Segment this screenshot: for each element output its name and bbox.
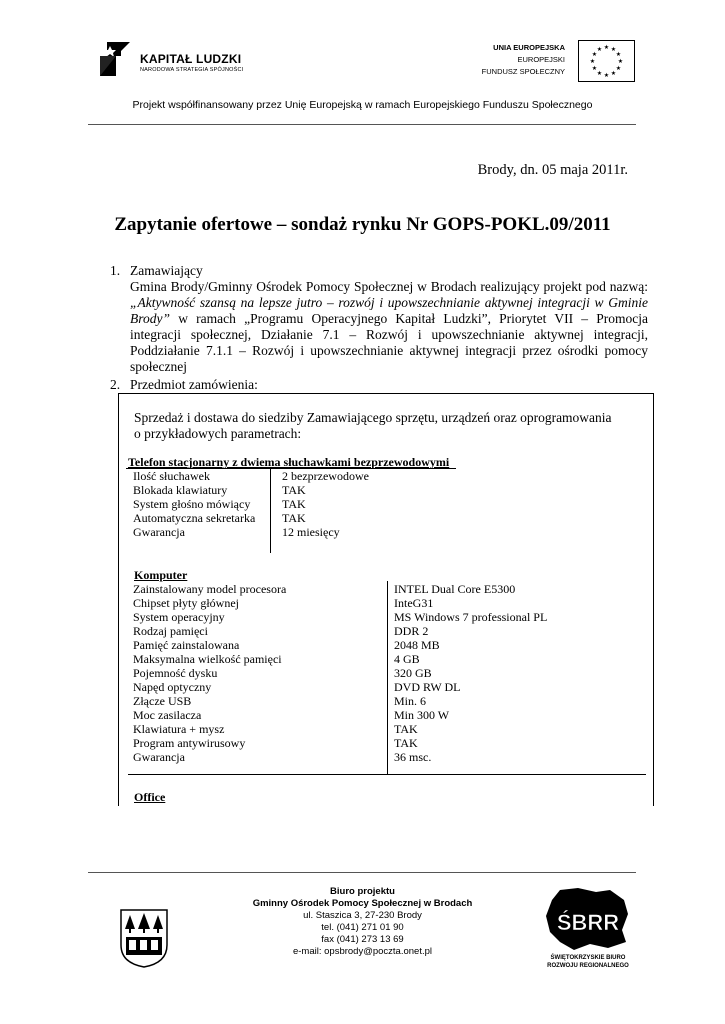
- svg-text:★: ★: [591, 65, 598, 72]
- section1-line4: integracji społecznej, Działanie 7.1 – Rozwój i upowszechnianie aktywnej integracji,: [130, 327, 648, 342]
- order-intro-line2: o przykładowych parametrach:: [134, 426, 302, 441]
- phone-table-divider: [270, 468, 271, 553]
- footer-fax: fax (041) 273 13 69: [321, 934, 404, 945]
- svg-text:★: ★: [617, 58, 624, 65]
- computer-spec-value: MS Windows 7 professional PL: [394, 610, 548, 624]
- svg-text:★: ★: [596, 46, 603, 53]
- svg-text:★: ★: [610, 46, 617, 53]
- phone-spec-value: 2 bezprzewodowe: [282, 469, 369, 483]
- eu-line3: FUNDUSZ SPOŁECZNY: [481, 67, 565, 76]
- section1-body: [130, 279, 648, 375]
- footer-phone: tel. (041) 271 01 90: [321, 922, 404, 933]
- computer-spec-value: DVD RW DL: [394, 680, 461, 694]
- phone-spec-value: TAK: [282, 497, 306, 511]
- sbrr-caption-line1: ŚWIĘTOKRZYSKIE BIURO: [550, 955, 626, 961]
- eu-line1: UNIA EUROPEJSKA: [493, 43, 565, 52]
- computer-spec-value: InteG31: [394, 596, 434, 610]
- computer-spec-label: Moc zasilacza: [133, 708, 202, 722]
- phone-spec-label: Ilość słuchawek: [133, 469, 210, 483]
- phone-spec-value: TAK: [282, 483, 306, 497]
- office-table-title: Office: [134, 790, 166, 804]
- kapital-ludzki-subtitle: NARODOWA STRATEGIA SPÓJNOŚCI: [140, 67, 244, 73]
- section1-line5: Poddziałanie 7.1.1 – Rozwój i upowszechnianie aktywnej integracji przez ośrodki pomocy: [130, 343, 648, 358]
- section1-line1: Gmina Brody/Gminny Ośrodek Pomocy Społecznej w Brodach realizujący projekt pod nazwą:: [130, 279, 648, 294]
- eu-logo: [470, 40, 640, 82]
- svg-text:★: ★: [615, 65, 622, 72]
- phone-spec-value: TAK: [282, 511, 306, 525]
- footer-address: ul. Staszica 3, 27-230 Brody: [303, 910, 422, 921]
- phone-spec-label: Automatyczna sekretarka: [133, 511, 256, 525]
- computer-spec-label: Złącze USB: [133, 694, 192, 708]
- computer-table-title: Komputer: [134, 568, 188, 582]
- sbrr-logo-text: ŚBRR: [556, 910, 620, 935]
- phone-spec-value: 12 miesięcy: [282, 525, 340, 539]
- svg-text:★: ★: [610, 70, 617, 77]
- sbrr-logo: [538, 886, 638, 982]
- computer-table-bottom-rule: [128, 774, 646, 775]
- svg-text:★: ★: [603, 44, 610, 51]
- computer-spec-label: Gwarancja: [133, 750, 185, 764]
- footer-organization: Gminny Ośrodek Pomocy Społecznej w Brodach: [252, 898, 473, 909]
- computer-spec-label: Program antywirusowy: [133, 736, 246, 750]
- computer-spec-value: Min. 6: [394, 694, 427, 708]
- computer-spec-label: Napęd optyczny: [133, 680, 212, 694]
- document-title: Zapytanie ofertowe – sondaż rynku Nr GOPS-POKL.09/2011: [114, 214, 611, 235]
- computer-spec-value: 2048 MB: [394, 638, 440, 652]
- computer-spec-label: Klawiatura + mysz: [133, 722, 225, 736]
- kapital-ludzki-emblem-icon: [98, 40, 136, 80]
- document-date: Brody, dn. 05 maja 2011r.: [477, 162, 628, 178]
- svg-text:★: ★: [615, 51, 622, 58]
- computer-spec-label: Pamięć zainstalowana: [133, 638, 240, 652]
- computer-table-divider: [387, 581, 388, 774]
- sbrr-caption-line2: ROZWOJU REGIONALNEGO: [547, 963, 629, 969]
- computer-spec-label: Chipset płyty głównej: [133, 596, 239, 610]
- phone-table-title: Telefon stacjonarny z dwiema słuchawkami bezprzewodowymi: [128, 455, 450, 469]
- sbrr-caption: [538, 954, 638, 970]
- section1-heading: Zamawiający: [130, 263, 203, 278]
- section2-number: 2.: [110, 377, 121, 392]
- computer-spec-label: Maksymalna wielkość pamięci: [133, 652, 282, 666]
- footer-divider: [88, 872, 636, 873]
- section1-line6: społecznej: [130, 359, 187, 374]
- cofinancing-note: Projekt współfinansowany przez Unię Europejską w ramach Europejskiego Funduszu Społecznego: [132, 99, 593, 111]
- svg-text:★: ★: [589, 58, 596, 65]
- svg-text:★: ★: [596, 70, 603, 77]
- computer-spec-label: Pojemność dysku: [133, 666, 218, 680]
- computer-spec-label: System operacyjny: [133, 610, 225, 624]
- eu-text: [470, 42, 565, 78]
- computer-spec-label: Zainstalowany model procesora: [133, 582, 287, 596]
- phone-spec-label: Blokada klawiatury: [133, 483, 228, 497]
- computer-spec-value: Min 300 W: [394, 708, 450, 722]
- order-intro: [134, 410, 612, 442]
- header-divider: [88, 124, 636, 125]
- computer-spec-value: DDR 2: [394, 624, 429, 638]
- section1-line3-rest: w ramach „Programu Operacyjnego Kapitał Ludzki”, Priorytet VII – Promocja: [178, 311, 648, 326]
- section1-line3: [130, 311, 648, 327]
- svg-text:★: ★: [591, 51, 598, 58]
- section1-line2: „Aktywność szansą na lepsze jutro – rozwój i upowszechnianie aktywnej integracji w Gminie: [130, 295, 648, 310]
- computer-spec-value: TAK: [394, 736, 418, 750]
- computer-spec-label: Rodzaj pamięci: [133, 624, 208, 638]
- eu-flag-icon: [578, 40, 635, 82]
- svg-text:★: ★: [603, 72, 610, 79]
- kapital-ludzki-title: KAPITAŁ LUDZKI: [140, 52, 242, 66]
- sbrr-map-icon: [538, 886, 638, 952]
- computer-spec-value: 4 GB: [394, 652, 420, 666]
- section1-line3-italic: Brody”: [130, 311, 170, 326]
- eu-line2: EUROPEJSKI: [517, 55, 565, 64]
- footer-office-label: Biuro projektu: [330, 886, 395, 897]
- order-intro-line1: Sprzedaż i dostawa do siedziby Zamawiającego sprzętu, urządzeń oraz oprogramowania: [134, 410, 612, 425]
- kapital-ludzki-logo: [98, 40, 258, 80]
- computer-spec-value: TAK: [394, 722, 418, 736]
- phone-spec-label: System głośno mówiący: [133, 497, 251, 511]
- section2-heading: Przedmiot zamówienia:: [130, 377, 258, 392]
- footer-email: e-mail: opsbrody@poczta.onet.pl: [292, 946, 433, 957]
- computer-spec-value: 36 msc.: [394, 750, 432, 764]
- section1-number: 1.: [110, 263, 121, 278]
- phone-spec-label: Gwarancja: [133, 525, 185, 539]
- computer-spec-value: 320 GB: [394, 666, 432, 680]
- computer-spec-value: INTEL Dual Core E5300: [394, 582, 516, 596]
